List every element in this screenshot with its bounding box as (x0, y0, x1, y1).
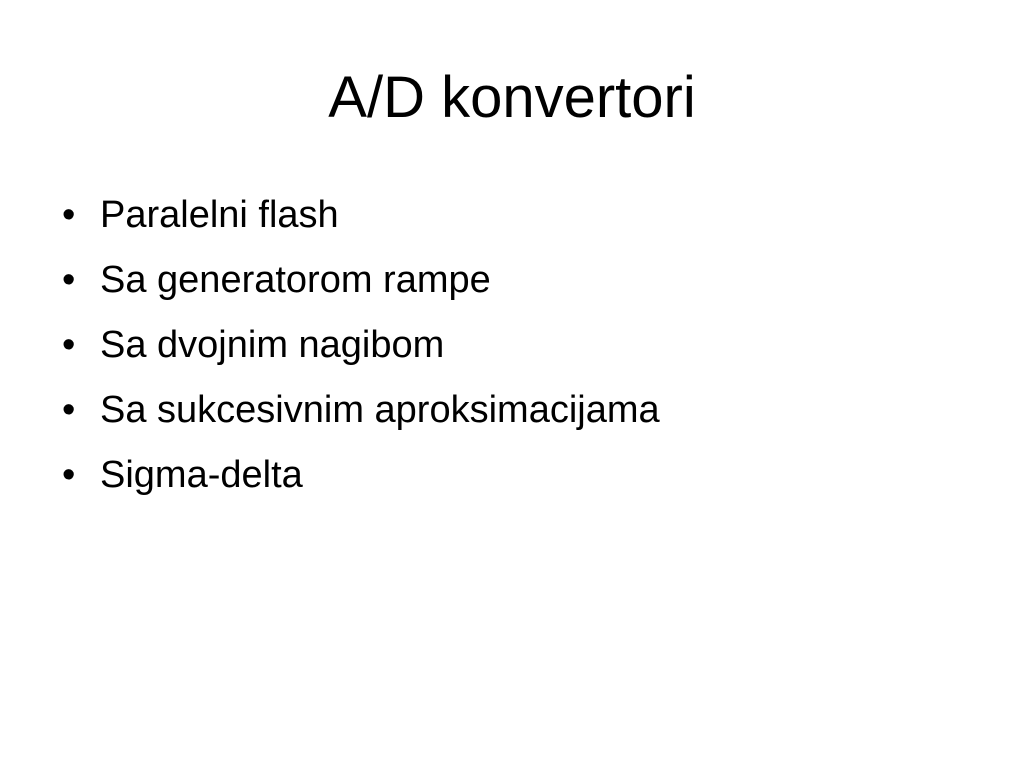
list-item (56, 248, 660, 313)
bullet-text: Sigma-delta (100, 454, 303, 496)
bullet-icon: • (62, 454, 76, 496)
list-item (56, 378, 660, 443)
list-item (56, 313, 660, 378)
bullet-icon: • (62, 259, 76, 301)
bullet-icon: • (62, 389, 76, 431)
bullet-list (56, 183, 660, 508)
bullet-text: Paralelni flash (100, 194, 339, 236)
bullet-text: Sa dvojnim nagibom (100, 324, 445, 366)
bullet-icon: • (62, 324, 76, 366)
bullet-text: Sa generatorom rampe (100, 259, 491, 301)
list-item (56, 183, 660, 248)
list-item (56, 443, 660, 508)
bullet-icon: • (62, 194, 76, 236)
bullet-text: Sa sukcesivnim aproksimacijama (100, 389, 660, 431)
slide-title: A/D konvertori (328, 65, 696, 130)
